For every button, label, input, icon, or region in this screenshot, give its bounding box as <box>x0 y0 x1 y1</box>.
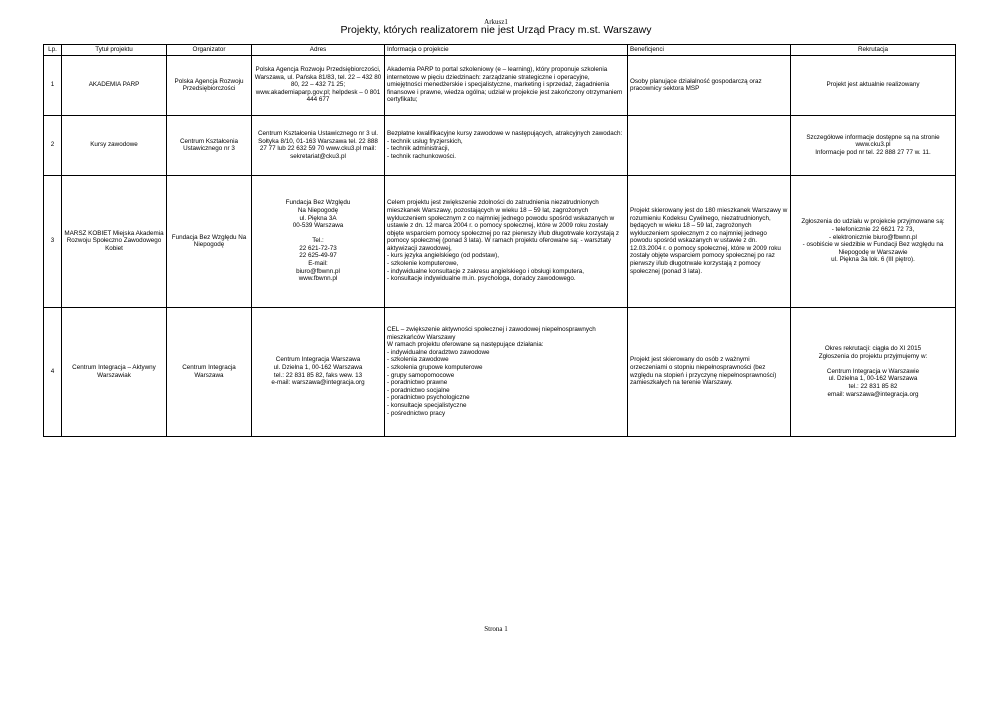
cell-informacja-line: - poradnictwo socjalne <box>387 386 450 394</box>
cell-organizator: Centrum Integracja Warszawa <box>167 307 252 436</box>
cell-adres-line: ul. Dzielna 1, 00-162 Warszawa <box>273 364 363 371</box>
cell-informacja-line: - szkolenie komputerowe, <box>387 260 459 268</box>
cell-rekrutacja <box>791 55 956 115</box>
cell-beneficjenci <box>628 175 791 307</box>
cell-informacja-line: - szkolenia zawodowe <box>387 356 449 364</box>
cell-rekrutacja-line: Szczegółowe informacje dostępne są na stronie www.cku3.pl <box>806 133 940 149</box>
cell-informacja-line: - konsultacje specjalistyczne <box>387 401 467 409</box>
cell-organizator: Polska Agencja Rozwoju Przedsiębiorczości <box>167 55 252 115</box>
cell-informacja-line: Celem projektu jest zwiększenie zdolności do zatrudnienia niezatrudnionych mieszkanek Warszawy, pozostających w wieku 18 – 59 lat, zagrożonych wykluczeniem społecznym z co najmniej jednego powodu spośród wskazanych w ustawie z dn. 12 marca 2004 r. o pomocy społecznej, które w 2009 roku zostały objęte wsparciem pomocy społecznej po raz pierwszy i/lub długotrwale korzystają z pomocy społecznej (ponad 3 lata). W ramach projektu oferowane są: - warsztaty aktywizacji zawodowej, <box>387 199 620 252</box>
cell-informacja-line: - kurs języka angielskiego (od podstaw), <box>387 252 499 260</box>
cell-adres-line: tel.: 22 831 85 82, faks wew. 13 <box>273 371 363 379</box>
header-row <box>44 45 956 56</box>
page-title: Projekty, których realizatorem nie jest Urząd Pracy m.st. Warszawy <box>340 24 652 36</box>
projects-table <box>43 44 956 437</box>
cell-informacja <box>385 175 628 307</box>
cell-beneficjenci-line: Projekt skierowany jest do 180 mieszkanek Warszawy w rozumieniu Kodeksu Cywilnego, niezatrudnionych, będących w wieku 18 – 59 lat, zagrożonych wykluczeniem społecznym z co najmniej jednego powodu spośród wskazanych w ustawie z dn. 12.03.2004 r. o pomocy społecznej, które w 2009 roku zostały objęte wsparciem pomocy społecznej po raz pierwszy i/lub długotrwale korzystają z pomocy społecznej (ponad 3 lata). <box>630 206 788 275</box>
cell-adres-line: ul. Piękna 3A <box>299 214 337 222</box>
cell-beneficjenci-line: Projekt jest skierowany do osób z ważnymi orzeczeniami o stopniu niepełnosprawności (bez względu na stopień i przyczynę niepełnosprawności) zamieszkałych na terenie Warszawy. <box>630 356 777 387</box>
cell-informacja <box>385 55 628 115</box>
cell-rekrutacja-line: - telefonicznie 22 6621 72 73, <box>831 225 915 233</box>
cell-beneficjenci <box>628 55 791 115</box>
cell-tytul: Centrum Integracja – Aktywny Warszawiak <box>62 307 167 436</box>
cell-rekrutacja-line: Projekt jest aktualnie realizowany <box>826 81 920 89</box>
cell-rekrutacja-line: Informacje pod nr tel. 22 888 27 77 w. 11. <box>815 148 931 156</box>
sheet-label: Arkusz1 <box>484 18 508 26</box>
cell-adres-line <box>254 230 382 238</box>
cell-adres <box>252 175 385 307</box>
cell-adres-line: 22 621-72-73 <box>299 244 337 252</box>
header-adres: Adres <box>252 45 385 56</box>
cell-informacja-line: - poradnictwo prawne <box>387 379 448 387</box>
cell-informacja-line: - technik administracji, <box>387 145 450 153</box>
cell-informacja <box>385 115 628 175</box>
cell-rekrutacja-line: tel.: 22 831 85 82 <box>848 382 898 390</box>
cell-adres-line: Centrum Kształcenia Ustawicznego nr 3 ul. Sołtyka 8/10, 01-163 Warszawa tel. 22 888 27 77 lub 22 632 59 70 www.cku3.pl mail: sekretariat@cku3.pl <box>257 129 379 160</box>
cell-informacja-line: CEL – zwiększenie aktywności społecznej i zawodowej niepełnosprawnych mieszkańców Warszawy <box>387 326 596 341</box>
cell-beneficjenci <box>628 115 791 175</box>
cell-informacja-line: - konsultacje indywidualne m.in. psychologa, doradcy zawodowego. <box>387 275 576 283</box>
cell-informacja-line: Bezpłatne kwalifikacyjne kursy zawodowe w następujących, atrakcyjnych zawodach: <box>387 129 623 137</box>
cell-informacja-line: - indywidualne doradztwo zawodowe <box>387 348 490 356</box>
cell-rekrutacja <box>791 115 956 175</box>
cell-rekrutacja <box>791 175 956 307</box>
cell-adres-line: Na Niepogodę <box>297 206 339 214</box>
cell-beneficjenci <box>628 307 791 436</box>
cell-informacja-line: W ramach projektu oferowane są następujące działania: <box>387 341 544 349</box>
header-organizator: Organizator <box>167 45 252 56</box>
cell-informacja-line: - grupy samopomocowe <box>387 371 455 379</box>
header-tytul: Tytuł projektu <box>62 45 167 56</box>
cell-adres-line: Fundacja Bez Względu <box>285 199 351 207</box>
cell-adres-line: www.fbwnn.pl <box>298 275 338 283</box>
cell-rekrutacja <box>791 307 956 436</box>
table-row <box>44 175 956 307</box>
cell-informacja-line: - szkolenia grupowe komputerowe <box>387 364 483 371</box>
page-footer: Strona 1 <box>484 625 508 633</box>
header-lp: Lp. <box>44 45 62 56</box>
cell-rekrutacja-line: ul. Piękna 3a lok. 6 (III piętro). <box>831 256 915 264</box>
cell-rekrutacja-line: ul. Dzielna 1, 00-162 Warszawa <box>828 375 918 383</box>
table-row <box>44 55 956 115</box>
table-row <box>44 115 956 175</box>
cell-organizator: Centrum Kształcenia Ustawicznego nr 3 <box>167 115 252 175</box>
cell-tytul: Kursy zawodowe <box>62 115 167 175</box>
cell-rekrutacja-line: Zgłoszenia do projektu przyjmujemy w: <box>818 352 928 360</box>
cell-adres-line: Tel.: <box>312 237 324 245</box>
cell-rekrutacja-line: - osobiście w siedzibie w Fundacji Bez względu na Niepogodę w Warszawie <box>802 241 944 256</box>
cell-tytul: AKADEMIA PARP <box>62 55 167 115</box>
cell-informacja-line: - poradnictwo psychologiczne <box>387 394 470 402</box>
cell-adres-line: 00-539 Warszawa <box>292 222 344 230</box>
cell-adres <box>252 115 385 175</box>
cell-adres-line: biuro@fbwnn.pl <box>296 267 340 275</box>
cell-beneficjenci-line: Osoby planujące działalność gospodarczą oraz pracownicy sektora MSP <box>630 77 762 93</box>
cell-rekrutacja-line: Centrum Integracja w Warszawie <box>826 367 920 375</box>
cell-informacja <box>385 307 628 436</box>
cell-lp: 2 <box>44 115 62 175</box>
cell-adres <box>252 307 385 436</box>
cell-rekrutacja-line: Okres rekrutacji: ciągła do XI 2015 <box>824 345 922 353</box>
cell-adres <box>252 55 385 115</box>
cell-lp: 4 <box>44 307 62 436</box>
cell-rekrutacja-line: - elektronicznie biuro@fbwnn.pl <box>829 233 917 241</box>
cell-adres-line: Polska Agencja Rozwoju Przedsiębiorczości, Warszawa, ul. Pańska 81/83, tel. 22 – 432 80 80, 22 – 432 71 25; www.akademiaparp.gov.pl; helpdesk – 0 801 444 677 <box>254 66 382 104</box>
cell-rekrutacja-line <box>793 360 953 368</box>
cell-informacja-line: - technik rachunkowości. <box>387 152 456 160</box>
cell-lp: 3 <box>44 175 62 307</box>
cell-informacja-line: - indywidualne konsultacje z zakresu angielskiego i obsługi komputera, <box>387 267 585 275</box>
cell-organizator: Fundacja Bez Względu Na Niepogodę <box>167 175 252 307</box>
cell-informacja-line: - pośrednictwo pracy <box>387 409 446 417</box>
table-row <box>44 307 956 436</box>
header-informacja: Informacja o projekcie <box>385 45 628 56</box>
cell-lp: 1 <box>44 55 62 115</box>
cell-rekrutacja-line: email: warszawa@integracja.org <box>827 390 919 398</box>
header-beneficjenci: Beneficjenci <box>628 45 791 56</box>
cell-rekrutacja-line: Zgłoszenia do udziału w projekcie przyjmowane są: <box>801 218 945 226</box>
header-rekrutacja: Rekrutacja <box>791 45 956 56</box>
cell-adres-line: e-mail: warszawa@integracja.org <box>271 379 365 387</box>
cell-informacja-line: Akademia PARP to portal szkoleniowy (e – learning), który proponuje szkolenia internetowe w pięciu dziedzinach: zarządzanie strategiczne i operacyjne, umiejętności menedżerskie i specjalistyczne, marketing i sprzedaż, zagadnienia finansowe i prawne, wiedza ogólna; udział w projekcie jest zakończony otrzymaniem certyfikatu; <box>387 66 623 104</box>
cell-tytul: MARSZ KOBIET Miejska Akademia Rozwoju Społeczno Zawodowego Kobiet <box>62 175 167 307</box>
cell-adres-line: 22 625-49-97 <box>299 252 337 260</box>
cell-adres-line: E-mail: <box>308 260 328 268</box>
cell-adres-line: Centrum Integracja Warszawa <box>275 356 361 364</box>
cell-informacja-line: - technik usług fryzjerskich, <box>387 137 463 145</box>
